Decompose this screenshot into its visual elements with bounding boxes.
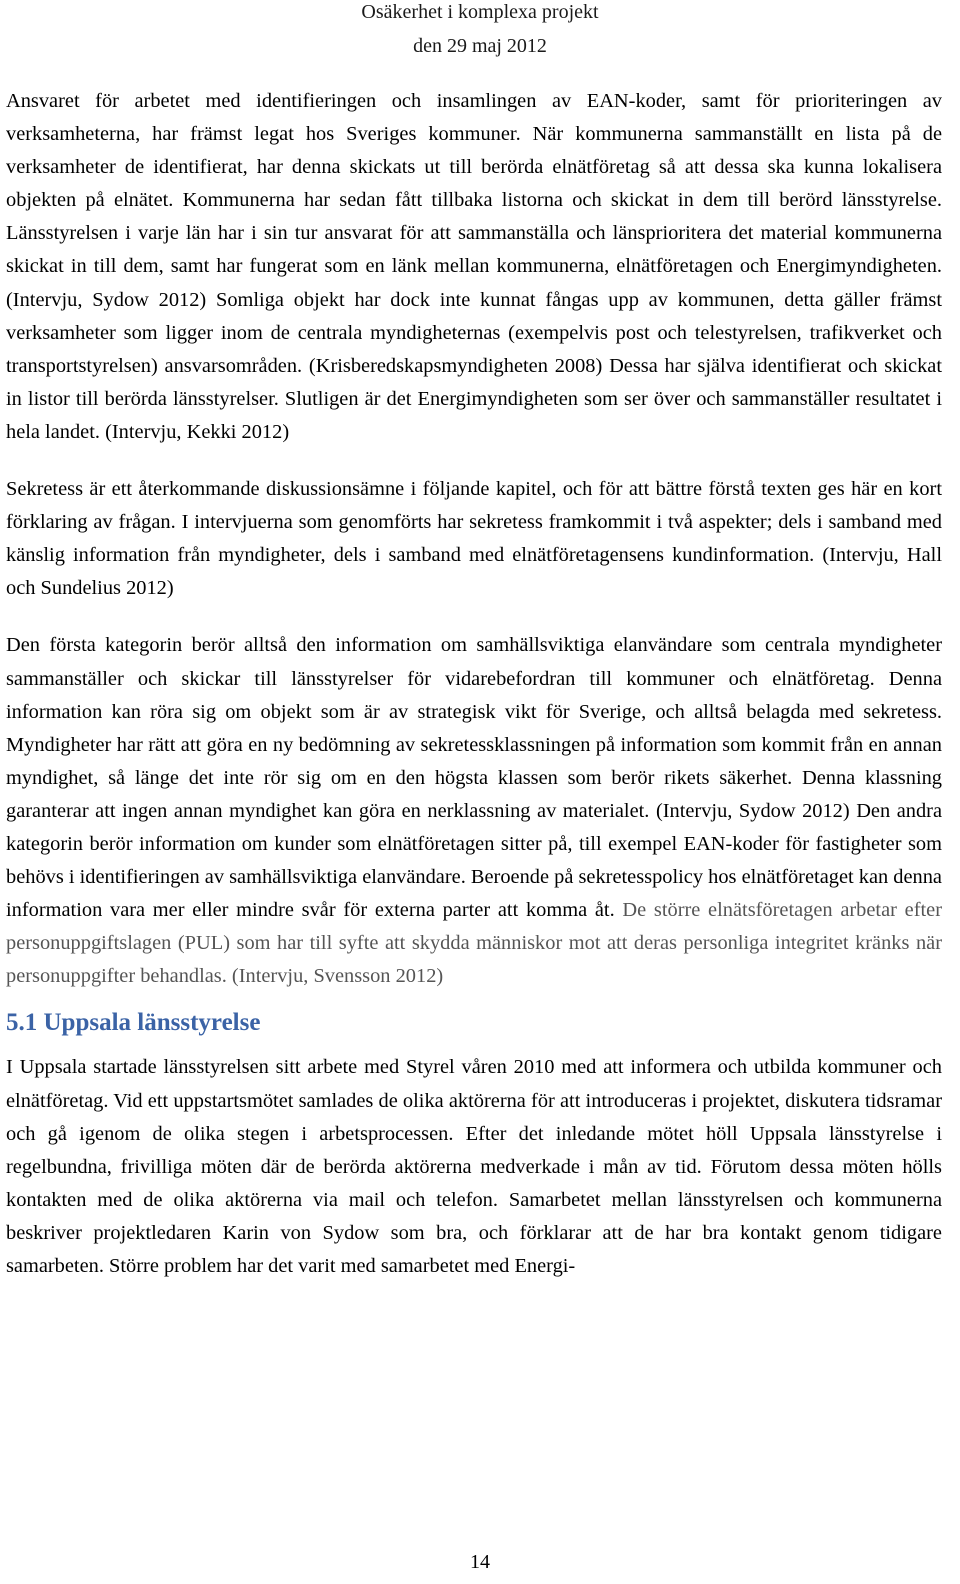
paragraph-categories-pul: De större elnätsföretagen arbetar efter personuppgiftslagen (PUL) som har till syfte att skydda människor mot att deras personliga integritet kränks när personuppgifter behandlas. (Intervju, Svensson 2012) <box>6 899 942 988</box>
document-date: den 29 maj 2012 <box>413 35 547 57</box>
page-header <box>0 0 960 64</box>
paragraph-ean-responsibility: Ansvaret för arbetet med identifieringen och insamlingen av EAN-koder, samt för prioriteringen av verksamheterna, har främst legat hos Sveriges kommuner. När kommunerna sammanställt en lista på de verksamheter de identifierat, har denna skickats ut till berörda elnätföretag så att dessa ska kunna lokalisera objekten på elnätet. Kommunerna har sedan fått tillbaka listorna och skickat in dem till berörd länsstyrelse. Länsstyrelsen i varje län har i sin tur ansvarat för att sammanställa och länsprioritera det material kommunerna skickat in till dem, samt har fungerat som en länk mellan kommunerna, elnätföretagen och Energimyndigheten. (Intervju, Sydow 2012) Somliga objekt har dock inte kunnat fångas upp av kommunen, detta gäller främst verksamheter som ligger inom de centrala myndigheternas (exempelvis post och telestyrelsen, trafikverket och transportstyrelsen) ansvarsområden. (Krisberedskapsmyndigheten 2008) Dessa har själva identifierat och skickat in listor till berörda länsstyrelser. Slutligen är det Energimyndigheten som ser över och sammanställer resultatet i hela landet. (Intervju, Kekki 2012) <box>6 90 942 443</box>
paragraph-uppsala: I Uppsala startade länsstyrelsen sitt arbete med Styrel våren 2010 med att informera och utbilda kommuner och elnätföretag. Vid ett uppstartsmötet samlades de olika aktörerna för att introduceras i projektet, diskutera tidsramar och gå igenom de olika stegen i arbetsprocessen. Efter det inledande mötet höll Uppsala länsstyrelse i regelbundna, frivilliga möten där de berörda aktörerna medverkade i mån av tid. Förutom dessa möten hölls kontakten med de olika aktörerna via mail och telefon. Samarbetet mellan länsstyrelsen och kommunerna beskriver projektledaren Karin von Sydow som bra, och förklarar att de har bra kontakt genom tidigare samarbeten. Större problem har det varit med samarbetet med Energi- <box>6 1056 942 1277</box>
section-heading: 5.1 Uppsala länsstyrelse <box>6 1009 261 1037</box>
paragraph-categories <box>6 629 942 993</box>
page-number: 14 <box>470 1551 490 1573</box>
paragraph-categories-text: Den första kategorin berör alltså den information om samhällsviktiga elanvändare som centrala myndigheter sammanställer och skickar till länsstyrelser för vidarebefordran till kommuner och elnätföretag. Denna information kan röra sig om objekt som är av strategisk vikt för Sverige, och alltså belagda med sekretess. Myndigheter har rätt att göra en ny bedömning av sekretessklassningen på information som kommit från en annan myndighet, så länge det inte rör sig om en den högsta klassen som berör rikets säkerhet. Denna klassning garanterar att ingen annan myndighet kan göra en nerklassning av materialet. (Intervju, Sydow 2012) Den andra kategorin berör information om kunder som elnätföretagen sitter på, till exempel EAN-koder för fastigheter som behövs i identifieringen av samhällsviktiga elanvändare. Beroende på sekretesspolicy hos elnätföretaget kan denna information vara mer eller mindre svår för externa parter att komma åt. <box>6 634 942 922</box>
document-body <box>6 85 942 1307</box>
paragraph-sekretess-intro: Sekretess är ett återkommande diskussionsämne i följande kapitel, och för att bättre förstå texten ges här en kort förklaring av frågan. I intervjuerna som genomförts har sekretess framkommit i två aspekter; dels i samband med känslig information från myndigheter, dels i samband med elnätföretagensens kundinformation. (Intervju, Hall och Sundelius 2012) <box>6 478 942 600</box>
document-title: Osäkerhet i komplexa projekt <box>361 1 599 23</box>
